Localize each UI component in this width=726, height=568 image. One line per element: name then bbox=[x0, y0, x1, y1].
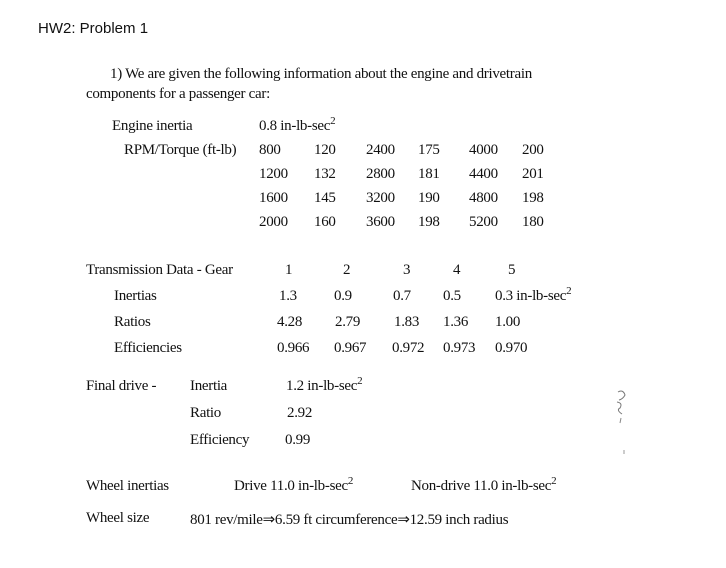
torque-cell: 181 bbox=[418, 166, 440, 182]
gear-ratio: 2.79 bbox=[335, 314, 361, 330]
gear-efficiency: 0.970 bbox=[495, 340, 528, 356]
final-drive-efficiency-label: Efficiency bbox=[190, 432, 250, 448]
wheel-drive-inertia: Drive 11.0 $in-lb-\sec^2$ bbox=[234, 475, 354, 494]
problem-intro-line1: 1) We are given the following information about the engine and drivetrain bbox=[110, 66, 532, 82]
gear-number: 2 bbox=[343, 262, 351, 278]
rpm-cell: 5200 bbox=[469, 214, 498, 230]
torque-cell: 145 bbox=[314, 190, 336, 206]
rpm-torque-label: RPM/Torque (ft-lb) bbox=[124, 142, 237, 158]
torque-cell: 198 bbox=[418, 214, 440, 230]
transmission-label: Transmission Data - Gear bbox=[86, 262, 233, 278]
gear-ratio: 1.00 bbox=[495, 314, 521, 330]
gear-ratio: 1.83 bbox=[394, 314, 420, 330]
gear-number: 4 bbox=[453, 262, 461, 278]
gear-inertia: 1.3 bbox=[279, 288, 297, 304]
gear-number: 3 bbox=[403, 262, 411, 278]
page-title: HW2: Problem 1 bbox=[38, 20, 149, 37]
rpm-cell: 800 bbox=[259, 142, 281, 158]
rpm-cell: 3200 bbox=[366, 190, 395, 206]
gear-efficiency: 0.973 bbox=[443, 340, 476, 356]
rpm-cell: 1200 bbox=[259, 166, 288, 182]
transmission-inertias-label: Inertias bbox=[114, 288, 157, 304]
wheel-inertias-label: Wheel inertias bbox=[86, 478, 169, 494]
problem-intro-line2: components for a passenger car: bbox=[86, 86, 270, 102]
final-drive-inertia-value: 1.2 $in-lb-\sec^2$ bbox=[286, 375, 363, 394]
torque-cell: 180 bbox=[522, 214, 544, 230]
gear-efficiency: 0.972 bbox=[392, 340, 425, 356]
rpm-cell: 4800 bbox=[469, 190, 498, 206]
gear-efficiency: 0.967 bbox=[334, 340, 367, 356]
gear-number: 5 bbox=[508, 262, 516, 278]
final-drive-label: Final drive - bbox=[86, 378, 157, 394]
torque-cell: 132 bbox=[314, 166, 336, 182]
gear-ratio: 4.28 bbox=[277, 314, 303, 330]
gear-inertia: 0.9 bbox=[334, 288, 352, 304]
gear-inertia: 0.3 $in-lb-\sec^2$ bbox=[495, 285, 572, 304]
engine-inertia-label: Engine inertia bbox=[112, 118, 193, 134]
rpm-cell: 2800 bbox=[366, 166, 395, 182]
wheel-size-label: Wheel size bbox=[86, 510, 150, 526]
torque-cell: 198 bbox=[522, 190, 544, 206]
rpm-cell: 2400 bbox=[366, 142, 395, 158]
margin-scribble-icon bbox=[612, 388, 632, 468]
rpm-cell: 4000 bbox=[469, 142, 498, 158]
gear-ratio: 1.36 bbox=[443, 314, 469, 330]
torque-cell: 120 bbox=[314, 142, 336, 158]
transmission-efficiencies-label: Efficiencies bbox=[114, 340, 182, 356]
torque-cell: 200 bbox=[522, 142, 544, 158]
implies-arrow: ⇒ bbox=[262, 512, 275, 528]
engine-inertia-value: 0.8 $in-lb-\sec^2$ bbox=[259, 115, 336, 134]
rpm-cell: 2000 bbox=[259, 214, 288, 230]
final-drive-inertia-label: Inertia bbox=[190, 378, 228, 394]
rpm-cell: 3600 bbox=[366, 214, 395, 230]
torque-cell: 190 bbox=[418, 190, 440, 206]
torque-cell: 175 bbox=[418, 142, 440, 158]
wheel-nondrive-inertia: Non-drive 11.0 $in-lb-\sec^2$ bbox=[411, 475, 557, 494]
torque-cell: 201 bbox=[522, 166, 544, 182]
gear-efficiency: 0.966 bbox=[277, 340, 310, 356]
torque-cell: 160 bbox=[314, 214, 336, 230]
rpm-cell: 1600 bbox=[259, 190, 288, 206]
wheel-size-value: 801 rev/mile⇒6.59 ft circumference⇒12.59 inch radius bbox=[190, 512, 509, 528]
rpm-cell: 4400 bbox=[469, 166, 498, 182]
gear-number: 1 bbox=[285, 262, 293, 278]
final-drive-efficiency-value: 0.99 bbox=[285, 432, 311, 448]
gear-inertia: 0.7 bbox=[393, 288, 411, 304]
implies-arrow: ⇒ bbox=[397, 512, 410, 528]
gear-inertia: 0.5 bbox=[443, 288, 461, 304]
transmission-ratios-label: Ratios bbox=[114, 314, 151, 330]
final-drive-ratio-label: Ratio bbox=[190, 405, 221, 421]
final-drive-ratio-value: 2.92 bbox=[287, 405, 313, 421]
